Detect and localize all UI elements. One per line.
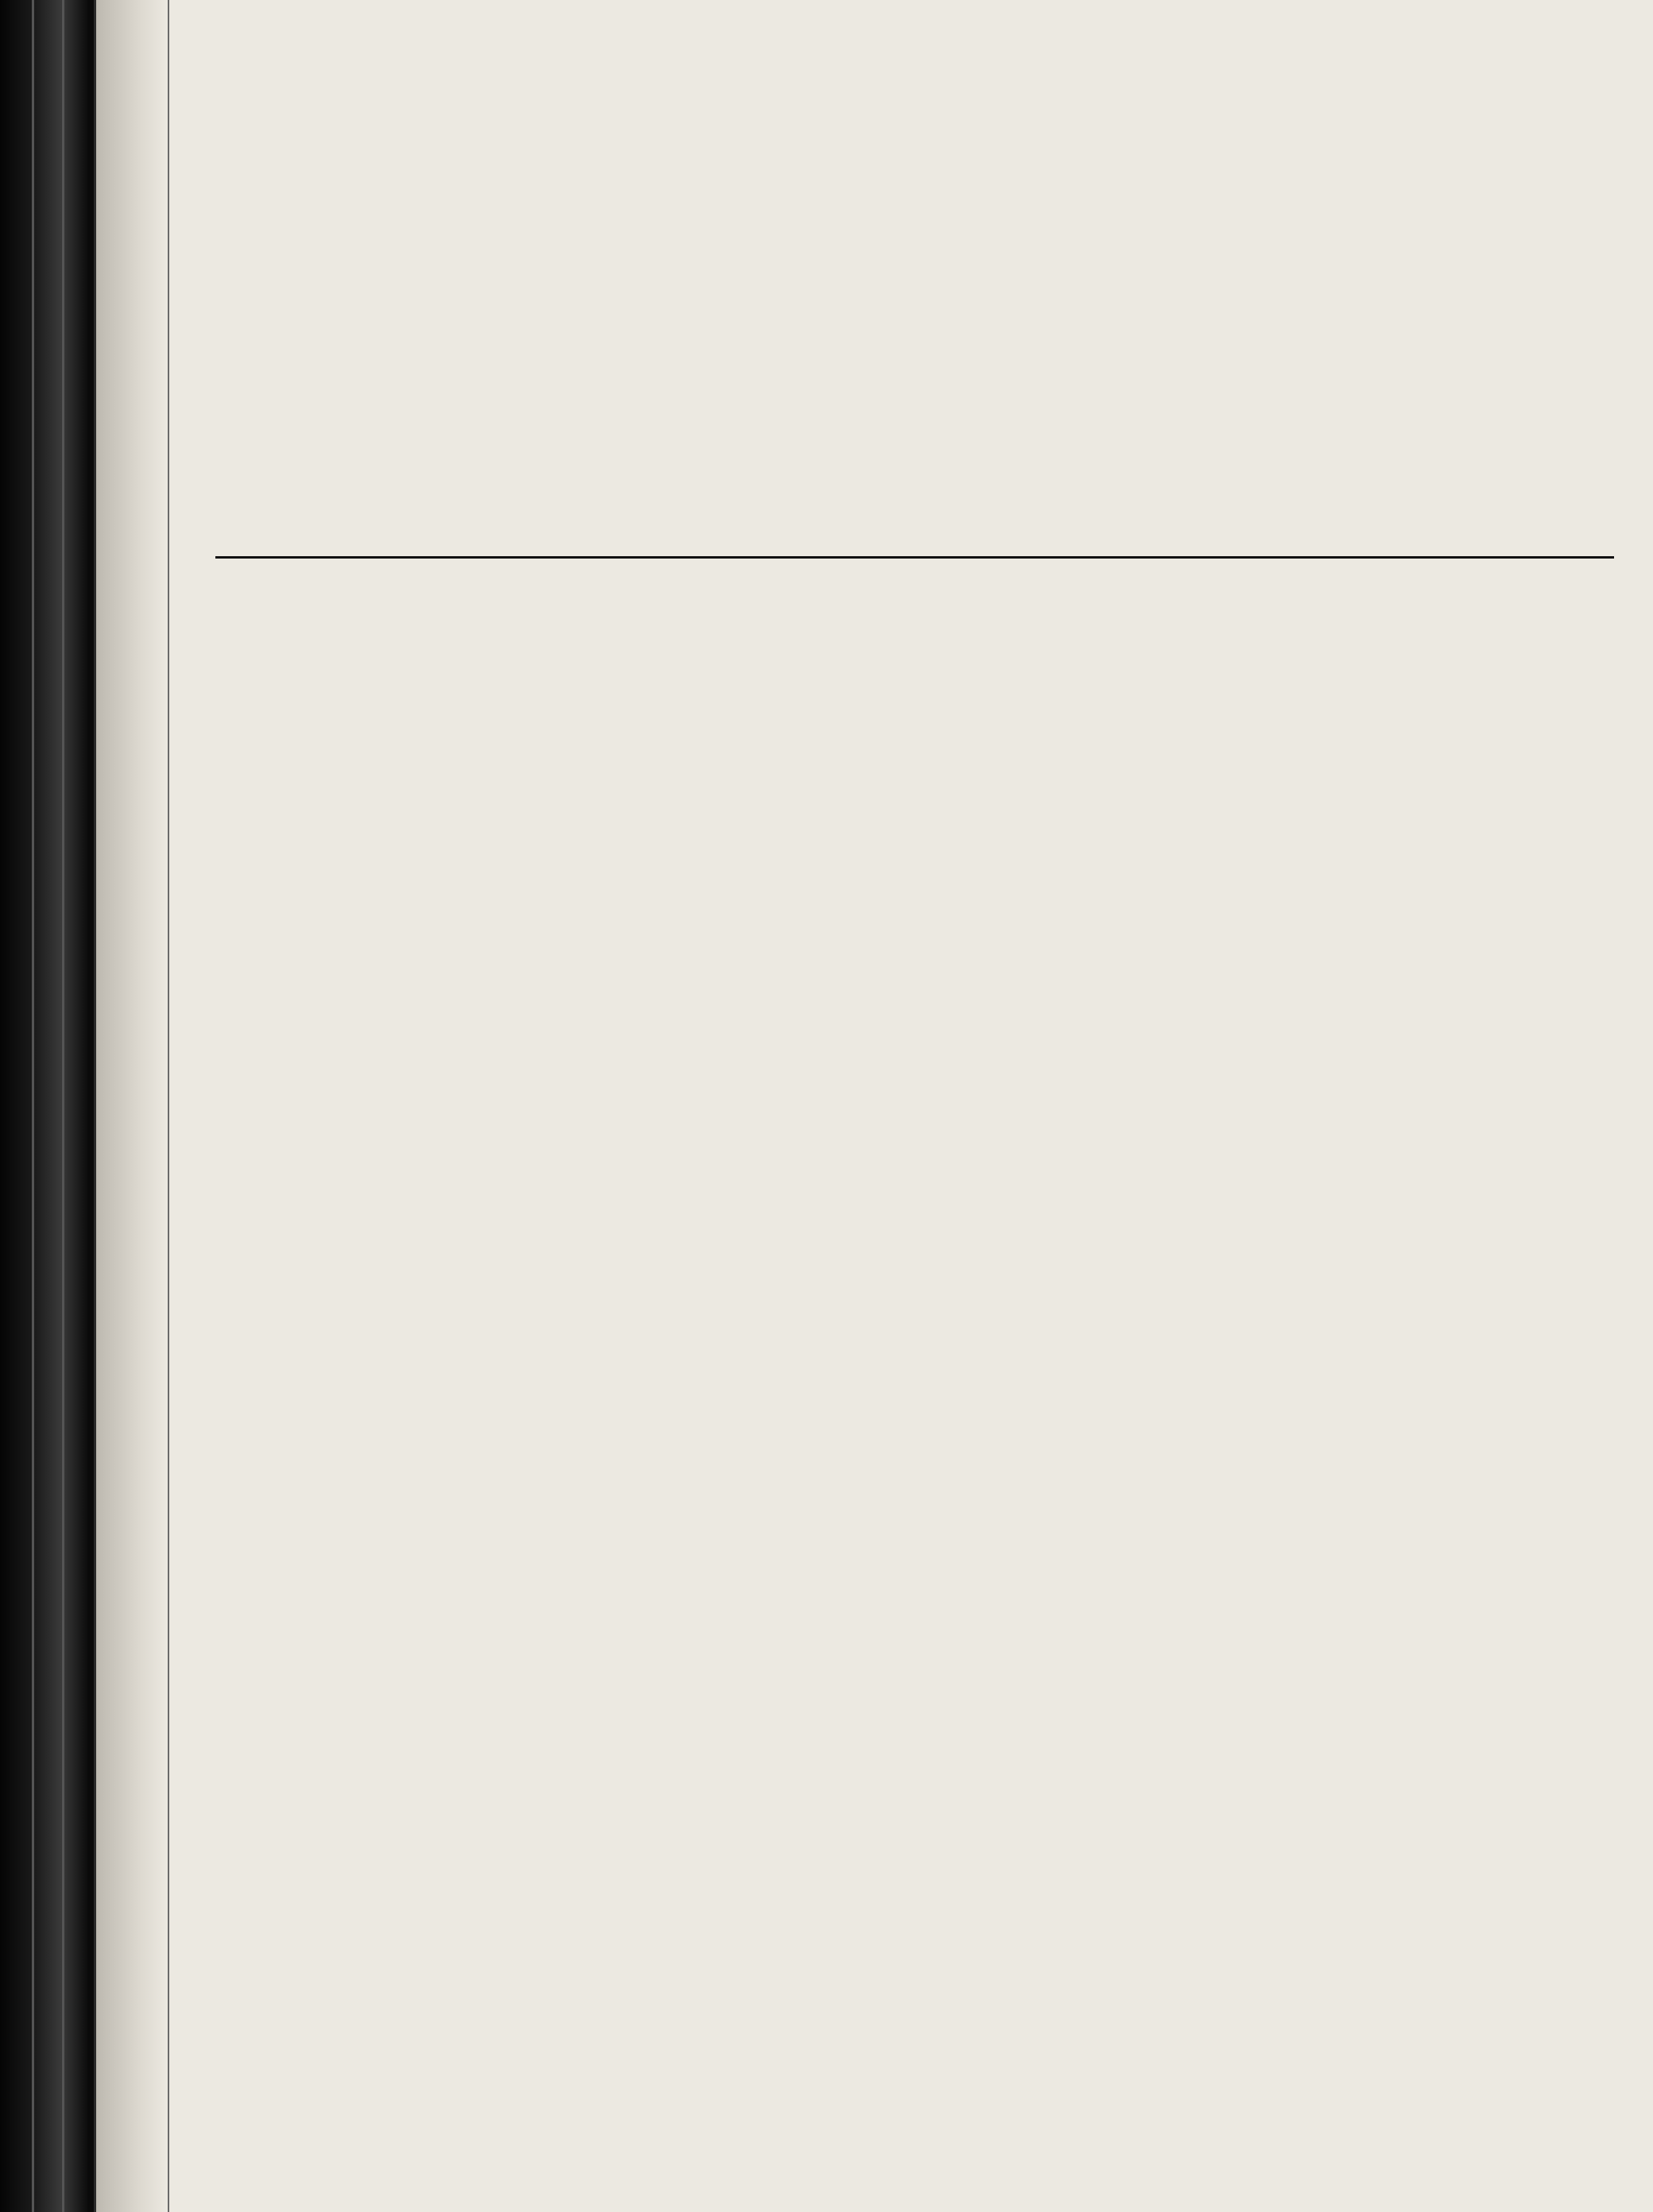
newspaper-page [94,0,1653,2212]
page-margin [96,0,169,2212]
spine-edge [32,0,34,2212]
mining-stock-table [219,728,1620,2039]
section-rule [215,556,1614,559]
spine-edge [62,0,64,2212]
page-header [207,30,1606,78]
book-spine [0,0,87,2212]
